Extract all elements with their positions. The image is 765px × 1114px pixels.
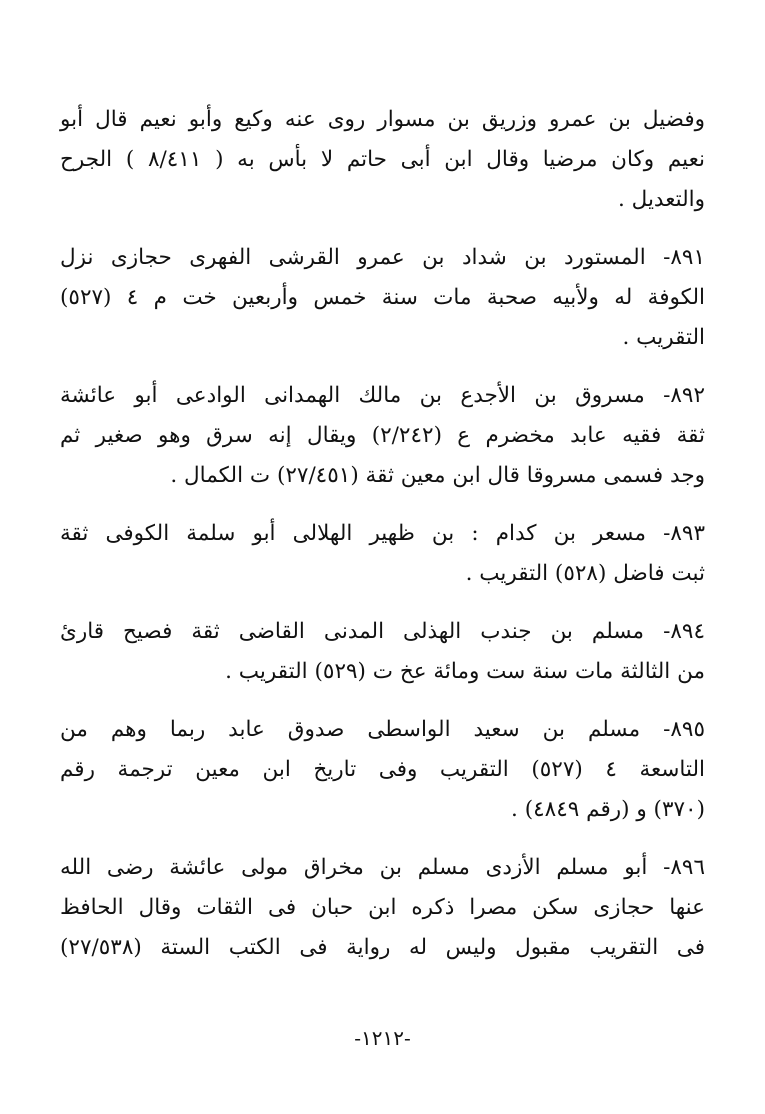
entry-894 — [60, 612, 705, 692]
entry-895 — [60, 710, 705, 830]
entry-896 — [60, 848, 705, 968]
text-line: ٨٩٥- مسلم بن سعيد الواسطى صدوق عابد ربما وهم من — [60, 717, 705, 742]
text-line: (٣٧٠) و (رقم ٤٨٤٩) . — [511, 797, 705, 822]
text-line: والتعديل . — [618, 187, 705, 212]
text-line: ٨٩١- المستورد بن شداد بن عمرو القرشى الفهرى حجازى نزل — [60, 245, 705, 270]
text-line: عنها حجازى سكن مصرا ذكره ابن حبان فى الثقات وقال الحافظ — [60, 895, 705, 920]
page-body — [60, 100, 705, 986]
text-line: ٨٩٢- مسروق بن الأجدع بن مالك الهمدانى الوادعى أبو عائشة — [60, 383, 705, 408]
text-line: نعيم وكان مرضيا وقال ابن أبى حاتم لا بأس به ( ٨/٤١١ ) الجرح — [60, 147, 705, 172]
text-line: ثقة فقيه عابد مخضرم ع (٢/٢٤٢) ويقال إنه سرق وهو صغير ثم — [60, 423, 706, 448]
entry-continuation — [60, 100, 705, 220]
text-line: وجد فسمى مسروقا قال ابن معين ثقة (٢٧/٤٥١) ت الكمال . — [170, 463, 705, 488]
page-number: -١٢١٢- — [354, 1026, 411, 1050]
text-line: ٨٩٦- أبو مسلم الأزدى مسلم بن مخراق مولى عائشة رضى الله — [60, 855, 705, 880]
text-line: التقريب . — [622, 325, 705, 350]
text-line: الكوفة له ولأبيه صحبة مات سنة خمس وأربعين خت م ٤ (٥٢٧) — [60, 285, 705, 310]
text-line: ٨٩٤- مسلم بن جندب الهذلى المدنى القاضى ثقة فصيح قارئ — [60, 619, 705, 644]
entry-891 — [60, 238, 705, 358]
entry-893 — [60, 514, 705, 594]
text-line: ثبت فاضل (٥٢٨) التقريب . — [465, 561, 705, 586]
text-line: التاسعة ٤ (٥٢٧) التقريب وفى تاريخ ابن معين ترجمة رقم — [60, 757, 705, 782]
text-line: من الثالثة مات سنة ست ومائة عخ ت (٥٢٩) التقريب . — [225, 659, 705, 684]
entry-892 — [60, 376, 705, 496]
text-line: وفضيل بن عمرو وزريق بن مسوار روى عنه وكيع وأبو نعيم قال أبو — [60, 107, 705, 132]
text-line: فى التقريب مقبول وليس له رواية فى الكتب الستة (٢٧/٥٣٨) — [60, 935, 705, 960]
text-line: ٨٩٣- مسعر بن كدام : بن ظهير الهلالى أبو سلمة الكوفى ثقة — [60, 521, 705, 546]
